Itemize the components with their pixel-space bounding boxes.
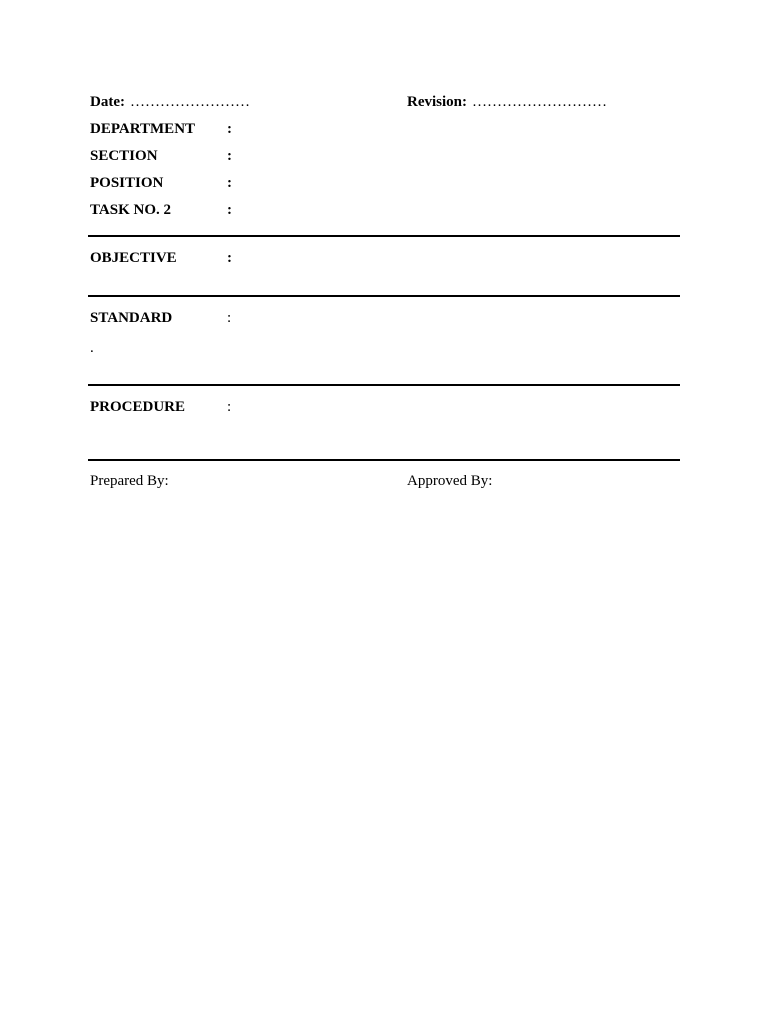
field-colon: :	[227, 121, 232, 137]
prepared-by-label: Prepared By:	[90, 473, 169, 489]
date-label: Date:	[90, 94, 125, 110]
field-colon: :	[227, 202, 232, 218]
divider-2	[88, 295, 680, 297]
standard-colon: :	[227, 310, 232, 326]
standard-note: .	[90, 340, 94, 356]
field-label: DEPARTMENT	[90, 121, 196, 137]
revision-label: Revision:	[407, 94, 467, 110]
field-colon: :	[227, 175, 232, 191]
divider-3	[88, 384, 680, 386]
approved-by-label: Approved By:	[407, 473, 493, 489]
divider-4	[88, 459, 680, 461]
field-colon: :	[227, 148, 232, 164]
procedure-colon: :	[227, 399, 232, 415]
field-label: TASK NO. 2	[90, 202, 171, 218]
revision-value: ………………………	[472, 94, 607, 110]
objective-colon: :	[227, 250, 232, 266]
date-value: ……………………	[130, 94, 250, 110]
field-label: POSITION	[90, 175, 164, 191]
objective-label: OBJECTIVE	[90, 250, 177, 266]
divider-1	[88, 235, 680, 237]
procedure-label: PROCEDURE	[90, 399, 186, 415]
standard-label: STANDARD	[90, 310, 173, 326]
field-label: SECTION	[90, 148, 158, 164]
